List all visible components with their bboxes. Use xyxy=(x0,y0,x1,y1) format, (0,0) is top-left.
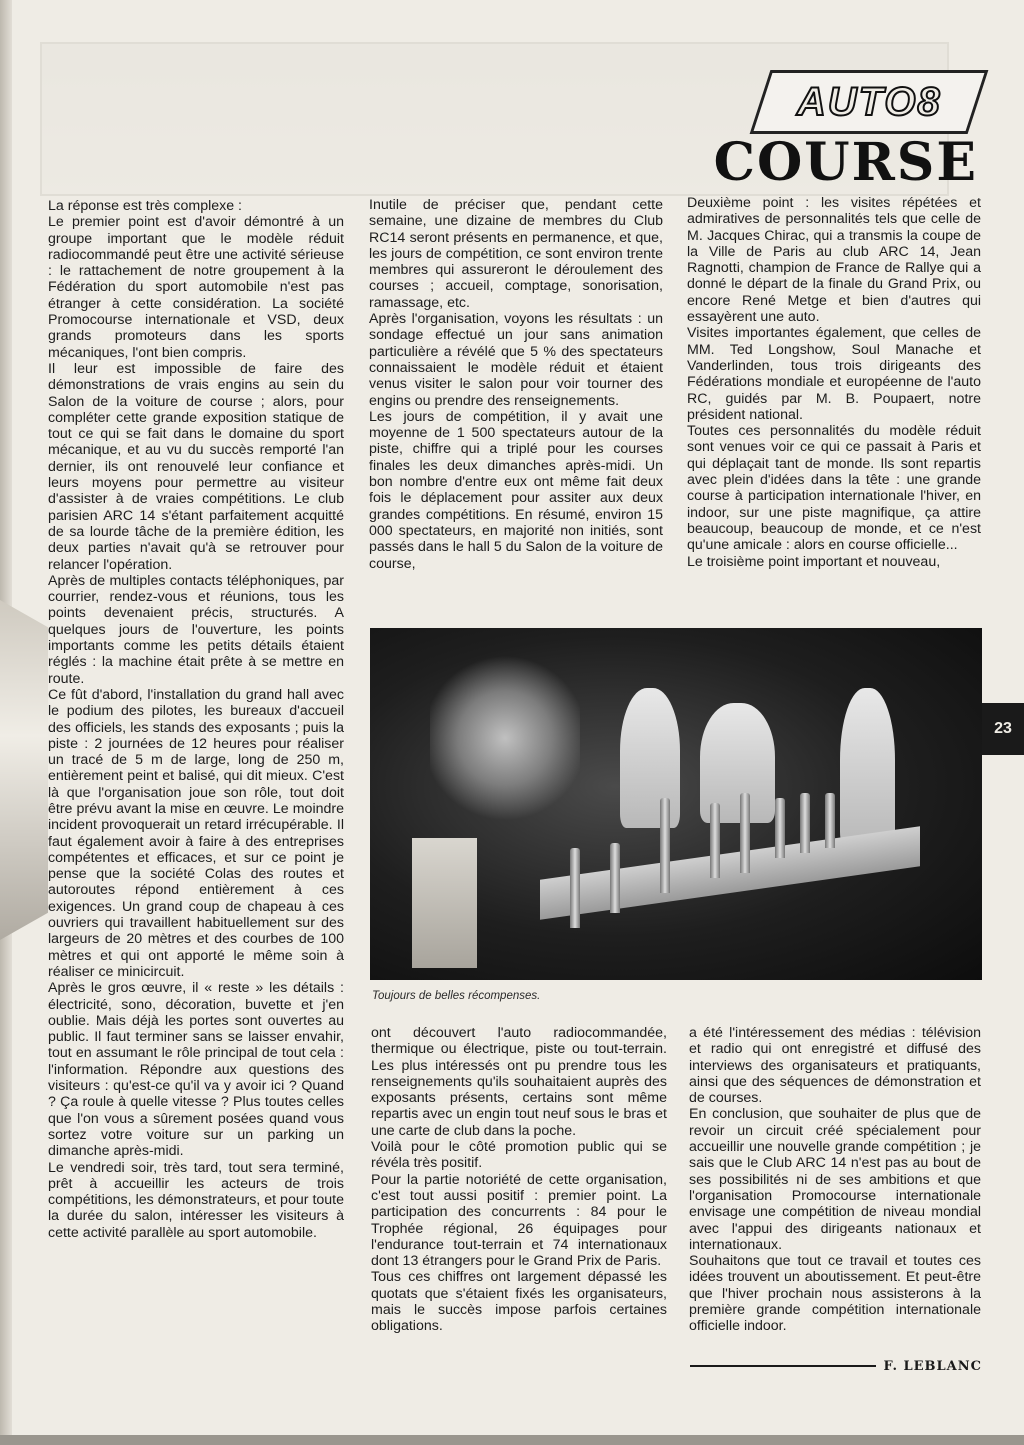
person-figure xyxy=(620,688,680,828)
paragraph: Visites importantes également, que celles de MM. Ted Longshow, Soul Manache et Vanderlinden, tous trois dirigeants des Fédérations mondiale et européenne de l'auto RC, guidés par M. B. Poupaert, notre président national. xyxy=(687,325,981,423)
paragraph: Après de multiples contacts téléphoniques, par courrier, rendez-vous et réunions, tous les points devenaient précis, structurés. A quelques jours de l'ouverture, les points importants comme les petits détails étaient réglés : la machine était prête à se mettre en route. xyxy=(48,572,344,687)
paragraph: ont découvert l'auto radiocommandée, thermique ou électrique, piste ou tout-terrain. Les plus intéressés ont pu prendre tous les renseignements qu'ils souhaitaient auprès des exposants présents, certains sont même repartis avec un engin tout neuf sous le bras et une carte de club dans la poche. xyxy=(371,1025,667,1139)
paragraph: Ce fût d'abord, l'installation du grand hall avec le podium des pilotes, les bureaux d'accueil des officiels, les stands des exposants ; puis la piste : 2 journées de 12 heures pour réaliser un tracé de 5 m de large, long de 250 m, entièrement peint et balisé, qui dit mieux. C'est là que l'organisation joue son rôle, tout doit être prévu avant la mise en œuvre. Le moindre incident provoquerait un retard irrécupérable. Il faut également avoir à faire à des entreprises compétentes et efficaces, et sur ce point je pense que la société Colas des routes et autoroutes répond entièrement à ces exigences. Un grand coup de chapeau à ces ouvriers qui travaillent habituellement sur des largeurs de 20 mètres et des courbes de 100 mètres et qui ont apporté le même soin à réaliser ce minicircuit. xyxy=(48,686,344,980)
section-header xyxy=(713,70,978,193)
author-signature xyxy=(690,1356,982,1376)
article-column-2 xyxy=(369,197,663,572)
paragraph: Le vendredi soir, très tard, tout sera terminé, prêt à accueillir les acteurs de trois compétitions, les démonstrateurs, et pour toute la durée du salon, intéresser les visiteurs à cette activité parallèle au sport automobile. xyxy=(48,1159,344,1241)
cardboard-box xyxy=(412,838,477,968)
trophy-table xyxy=(540,826,920,919)
paragraph: Tous ces chiffres ont largement dépassé les quotats que s'étaient fixés les organisateurs, mais le succès impose parfois certaines obligations. xyxy=(371,1269,667,1335)
trophy xyxy=(740,793,750,873)
trophy xyxy=(660,798,670,893)
trophy xyxy=(825,793,835,848)
paragraph: Après l'organisation, voyons les résultats : un sondage effectué un jour sans animation particulière a révélé que 5 % des spectateurs connaissaient le modèle réduit et étaient venus visiter le salon pour voir tourner des engins ou prendre des renseignements. xyxy=(369,311,663,409)
author-name: F. LEBLANC xyxy=(883,1358,982,1374)
paragraph: Souhaitons que tout ce travail et toutes ces idées trouvent un aboutissement. Et peut-être que l'hiver prochain nous assisterons à la première grande compétition internationale officielle indoor. xyxy=(689,1253,981,1335)
trophy xyxy=(610,843,620,913)
article-column-2-bottom xyxy=(371,1025,667,1335)
page-number: 23 xyxy=(982,703,1024,755)
trophy xyxy=(800,793,810,853)
paragraph: Le troisième point important et nouveau, xyxy=(687,553,941,570)
article-column-3 xyxy=(687,195,981,570)
paragraph: a été l'intéressement des médias : télévision et radio qui ont enregistré et diffusé des interviews des organisateurs et pratiquants, ainsi que des séquences de démonstration et de courses. xyxy=(689,1025,981,1107)
adjacent-page-edge xyxy=(0,600,48,940)
logo-text: AUTO8 xyxy=(796,79,942,124)
flower-bouquet xyxy=(430,648,580,828)
scan-edge xyxy=(0,1435,1024,1445)
paragraph: Il leur est impossible de faire des démonstrations de vrais engins au sein du Salon de la voiture de course ; alors, pour compléter cette grande exposition statique de tout ce qui se fait dans le domaine du sport mécanique, et au vu du succès remporté l'an dernier, ils ont renouvelé leur confiance et leurs moyens pour permettre au visiteur d'assister à de vraies compétitions. Le club parisien ARC 14 s'étant parfaitement acquitté de sa lourde tâche de la première édition, les deux parties n'avait qu'à se retrouver pour relancer l'opération. xyxy=(48,360,344,573)
paragraph: Pour la partie notoriété de cette organisation, c'est tout aussi positif : premier point. La participation des concurrents : 84 pour le Trophée régional, 26 équipages pour l'endurance tout-terrain et 74 internationaux dont 13 étrangers pour le Grand Prix de Paris. xyxy=(371,1171,667,1270)
paragraph: Les jours de compétition, il y avait une moyenne de 1 500 spectateurs autour de la piste, chiffre qui a triplé pour les courses finales les deux dimanches après-midi. Un bon nombre d'entre eux ont même fait deux fois le déplacement pour assiter aux deux grandes compétitions. En résumé, environ 15 000 spectateurs, en majorité non initiés, sont passés dans le hall 5 du Salon de la voiture de course, xyxy=(369,408,663,572)
person-figure xyxy=(840,688,895,848)
signature-rule xyxy=(690,1365,876,1367)
paragraph: En conclusion, que souhaiter de plus que de revoir un circuit créé spécialement pour accueillir une nouvelle grande compétition ; je sais que le Club ARC 14 n'est pas au bout de ses possibilités ni de ses ambitions et que l'organisation Promocourse internationale envisage une compétition de niveau mondial avec l'appui des dirigeants nationaux et internationaux. xyxy=(689,1106,981,1253)
trophy xyxy=(570,848,580,928)
auto8-logo xyxy=(750,70,989,134)
section-title: COURSE xyxy=(713,132,978,193)
article-column-1 xyxy=(48,198,344,1241)
article-column-3-bottom xyxy=(689,1025,981,1335)
paragraph: Après le gros œuvre, il « reste » les détails : électricité, sono, décoration, buvette et j'en oublie. Mais déjà les portes sont ouvertes au public. Il faut terminer sans se laisser envahir, tout en assumant le rôle principal de tout cela : l'information. Répondre aux questions des visiteurs : qu'est-ce qu'il va y avoir ici ? Quand ? Ça roule à quelle vitesse ? Plus toutes celles que l'on vous a sûrement posées quand vous sortez votre voiture sur un parking un dimanche après-midi. xyxy=(48,980,344,1160)
photo-caption: Toujours de belles récompenses. xyxy=(372,990,541,1002)
paragraph: Inutile de préciser que, pendant cette semaine, une dizaine de membres du Club RC14 seront présents en permanence, et que, les jours de compétition, ce sont environ trente membres qui assureront le déroulement des courses ; accueil, comptage, sonorisation, ramassage, etc. xyxy=(369,197,663,311)
paragraph: Deuxième point : les visites répétées et admiratives de personnalités tels que celle de M. Jacques Chirac, qui a transmis la coupe de la Ville de Paris au club ARC 14, Jean Ragnotti, champion de France de Rallye qui a donné le départ de la finale du Grand Prix, ou encore René Metge et bien d'autres qui essayèrent une auto. xyxy=(687,195,981,326)
trophy xyxy=(710,803,720,878)
paragraph: Le premier point est d'avoir démontré à un groupe important que le modèle réduit radiocommandé peut être une activité sérieuse : le rattachement de notre groupement à la Fédération du sport automobile n'est pas étranger à cette considération. La société Promocourse internationale et VSD, deux grands promoteurs dans les sports mécaniques, l'ont bien compris. xyxy=(48,214,344,361)
trophy-photo xyxy=(370,628,982,980)
paragraph: Toutes ces personnalités du modèle réduit sont venues voir ce qui ce passait à Paris et qui déplaçait tant de monde. Ils sont repartis avec plein d'idées dans la tête : une grande course à participation internationale l'hiver, en indoor, sur une piste magnifique, ça attire beaucoup, beaucoup de monde, et ce n'est qu'une amicale : alors en course officielle... xyxy=(687,423,981,554)
trophy xyxy=(775,798,785,858)
paragraph: La réponse est très complexe : xyxy=(48,198,242,214)
paragraph: Voilà pour le côté promotion public qui se révéla très positif. xyxy=(371,1139,667,1172)
